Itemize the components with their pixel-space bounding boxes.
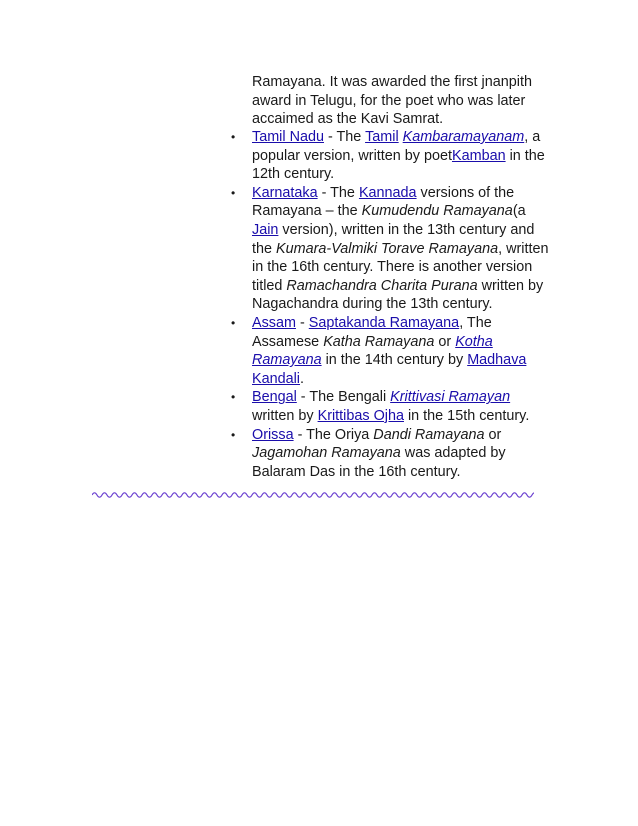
item-text: or xyxy=(484,426,502,443)
link-assam[interactable]: Assam xyxy=(252,314,296,331)
item-text: , The Assamese xyxy=(252,314,492,350)
wavy-divider-line xyxy=(92,493,534,497)
list-item-tamil-nadu xyxy=(231,128,552,184)
item-text: in the 14th century by xyxy=(321,352,468,369)
link-tamil[interactable]: Tamil xyxy=(365,129,399,145)
list-item-orissa xyxy=(231,426,552,482)
link-kamban[interactable]: Kamban xyxy=(451,147,506,164)
italic-title: Katha Ramayana xyxy=(323,333,435,350)
wavy-divider xyxy=(92,490,534,500)
list-item-assam xyxy=(231,314,552,388)
item-text: (a xyxy=(512,203,526,220)
bullet: • xyxy=(231,390,236,405)
bullet: • xyxy=(231,130,236,144)
link-bengal[interactable]: Bengal xyxy=(252,389,297,406)
item-text: - The xyxy=(317,184,359,201)
item-text: written by xyxy=(252,407,318,424)
intro-paragraph: Ramayana. It was awarded the first jnanpith award in Telugu, for the poet who was later accaimed as the Kavi Samrat. xyxy=(252,74,532,128)
item-text: . xyxy=(300,370,305,387)
link-saptakanda-ramayana[interactable]: Saptakanda Ramayana xyxy=(308,314,460,331)
link-jain[interactable]: Jain xyxy=(252,221,279,238)
item-text: - xyxy=(295,314,309,331)
link-karnataka[interactable]: Karnataka xyxy=(252,184,318,201)
link-kannada[interactable]: Kannada xyxy=(358,184,417,201)
link-krittivasi-ramayan[interactable]: Krittivasi Ramayan xyxy=(390,389,511,406)
item-text: versions of the Ramayana – the xyxy=(252,184,515,220)
item-text: version), written in the 13th century and the xyxy=(252,221,535,257)
link-orissa[interactable]: Orissa xyxy=(252,426,294,443)
link-tamil-nadu[interactable]: Tamil Nadu xyxy=(252,129,324,145)
item-text: or xyxy=(434,333,456,350)
bullet: • xyxy=(231,185,236,200)
ramayana-versions-list xyxy=(231,128,552,481)
item-text: in the 12th century. xyxy=(252,147,545,183)
item-text: - The Oriya xyxy=(293,426,374,443)
list-item-karnataka xyxy=(231,184,552,314)
italic-title: Kumudendu Ramayana xyxy=(361,203,513,220)
link-kambaramayanam[interactable]: Kambaramayanam xyxy=(402,129,525,145)
item-text: , a popular version, written by poet xyxy=(252,129,541,164)
item-text: in the 15th century. xyxy=(403,407,530,424)
link-krittibas-ojha[interactable]: Krittibas Ojha xyxy=(317,407,404,424)
italic-title: Ramachandra Charita Purana xyxy=(286,277,478,294)
bullet: • xyxy=(231,315,236,330)
link-kotha-ramayana[interactable]: Kotha Ramayana xyxy=(252,333,493,369)
italic-title: Jagamohan Ramayana xyxy=(252,445,401,462)
list-item-bengal xyxy=(231,388,552,425)
italic-title: Dandi Ramayana xyxy=(373,426,485,443)
item-text: written by Nagachandra during the 13th century. xyxy=(252,277,544,313)
item-text: - The xyxy=(323,129,366,145)
bullet: • xyxy=(231,427,236,442)
item-text: - The Bengali xyxy=(296,389,391,406)
item-text: , written in the 16th century. There is another version titled xyxy=(252,240,549,294)
item-text: was adapted by Balaram Das in the 16th century. xyxy=(252,445,506,480)
link-madhava-kandali[interactable]: Madhava Kandali xyxy=(252,352,527,387)
italic-title: Kumara-Valmiki Torave Ramayana xyxy=(276,240,499,257)
